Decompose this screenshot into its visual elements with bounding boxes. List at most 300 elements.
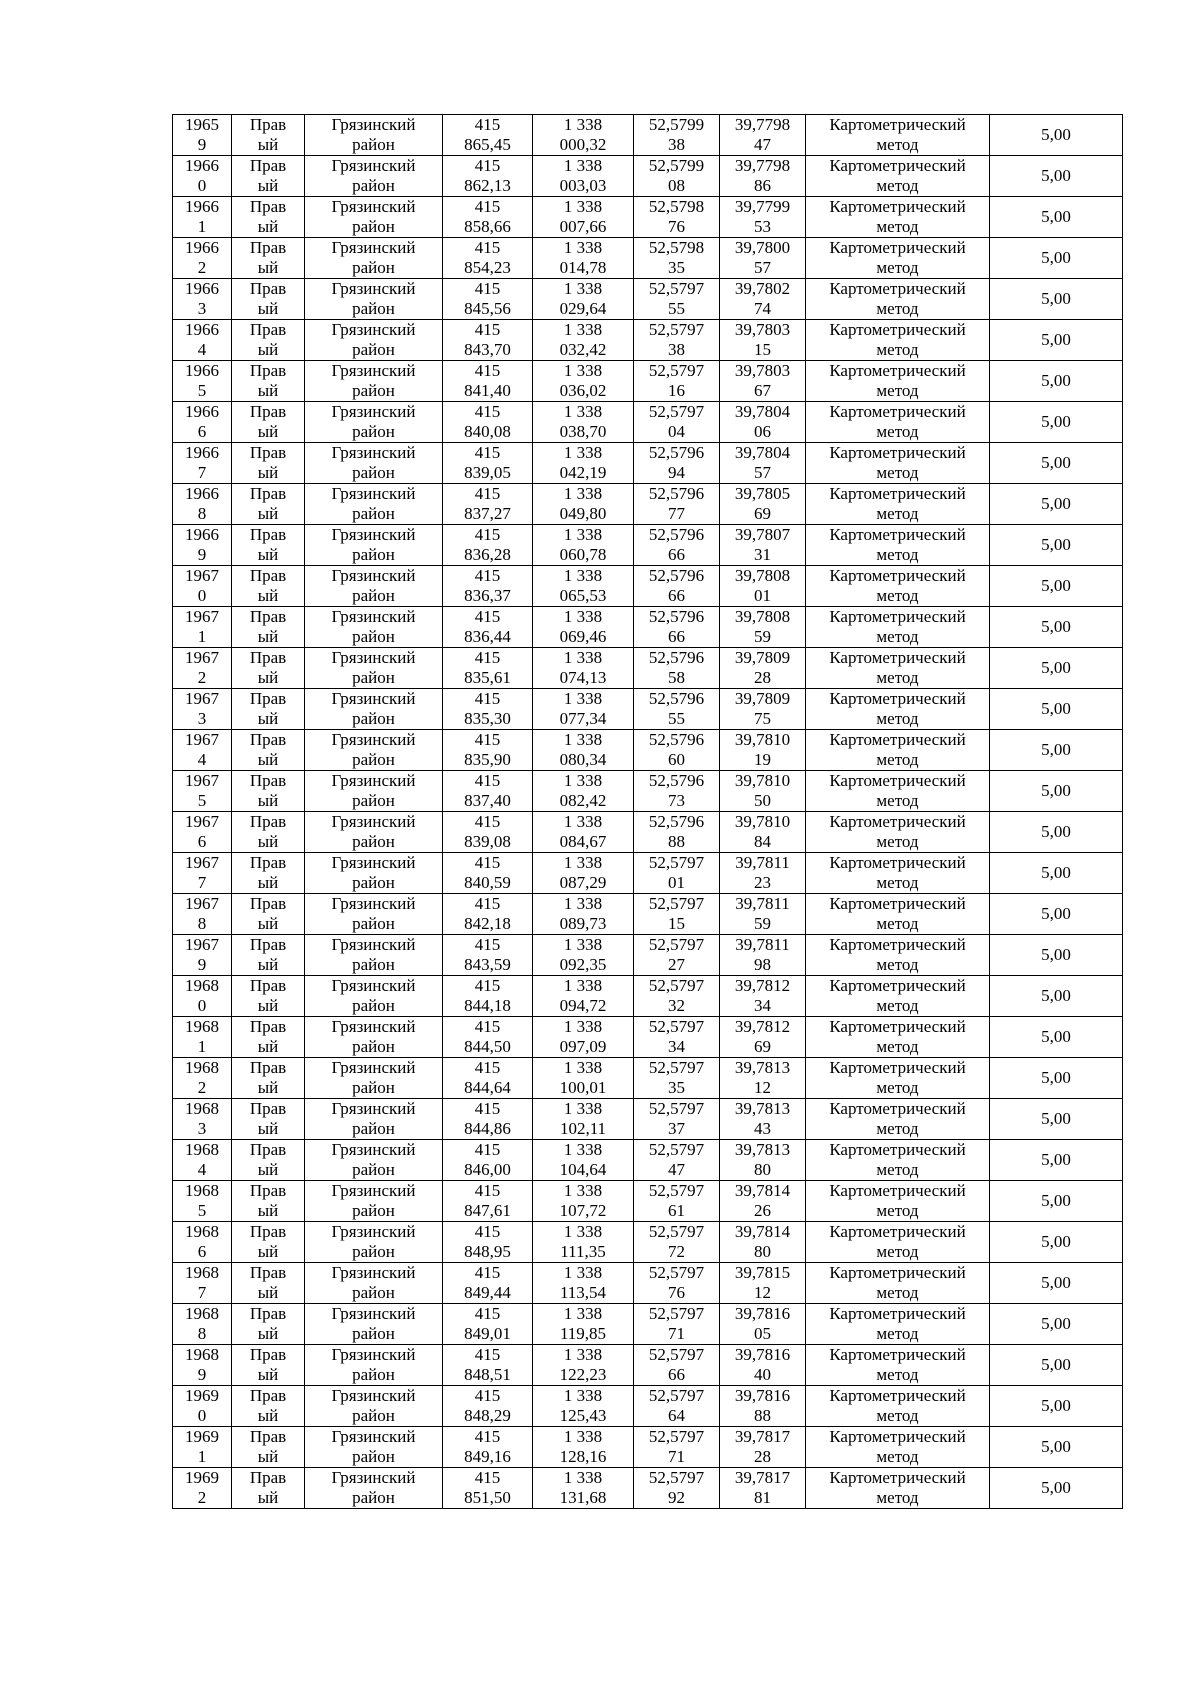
side-line: Прав <box>249 1222 287 1241</box>
point-number-line: 1967 <box>185 566 219 585</box>
coord-x-line: 836,37 <box>464 586 511 605</box>
coord-x-cell <box>443 935 533 976</box>
district-cell <box>305 771 443 812</box>
latitude-line: 60 <box>668 750 685 769</box>
method-cell <box>806 648 990 689</box>
side-line: ый <box>257 832 279 851</box>
district-line: Грязинский <box>331 1345 416 1364</box>
table-row <box>173 812 1123 853</box>
side-line: ый <box>257 709 279 728</box>
district-cell <box>305 1058 443 1099</box>
district-cell <box>305 1222 443 1263</box>
district-line: Грязинский <box>331 976 416 995</box>
longitude-cell <box>720 730 806 771</box>
side-line: Прав <box>249 279 287 298</box>
point-number-cell <box>173 443 232 484</box>
latitude-line: 52,5796 <box>648 648 705 667</box>
point-number-line: 0 <box>197 996 207 1015</box>
table-row <box>173 566 1123 607</box>
latitude-cell <box>634 484 720 525</box>
coord-x-line: 415 <box>474 361 501 380</box>
table-row <box>173 156 1123 197</box>
accuracy-cell: 5,00 <box>990 1468 1123 1509</box>
accuracy-cell: 5,00 <box>990 402 1123 443</box>
accuracy-cell: 5,00 <box>990 156 1123 197</box>
side-line: Прав <box>249 566 287 585</box>
coord-y-line: 1 338 <box>563 320 603 339</box>
point-number-cell <box>173 730 232 771</box>
method-cell <box>806 976 990 1017</box>
coord-y-line: 125,43 <box>559 1406 607 1425</box>
method-line: Картометрический <box>829 484 966 503</box>
accuracy-cell: 5,00 <box>990 525 1123 566</box>
coord-x-line: 415 <box>474 853 501 872</box>
longitude-line: 40 <box>754 1365 771 1384</box>
side-line: ый <box>257 504 279 523</box>
longitude-line: 84 <box>754 832 771 851</box>
latitude-cell <box>634 320 720 361</box>
method-line: Картометрический <box>829 976 966 995</box>
latitude-cell <box>634 853 720 894</box>
latitude-cell <box>634 976 720 1017</box>
longitude-cell <box>720 238 806 279</box>
side-line: Прав <box>249 320 287 339</box>
longitude-line: 88 <box>754 1406 771 1425</box>
coord-x-cell <box>443 320 533 361</box>
coord-y-line: 1 338 <box>563 156 603 175</box>
point-number-cell <box>173 361 232 402</box>
side-line: ый <box>257 627 279 646</box>
coord-x-cell <box>443 566 533 607</box>
coord-x-line: 415 <box>474 1017 501 1036</box>
side-cell <box>232 976 305 1017</box>
coord-x-line: 851,50 <box>464 1488 511 1507</box>
latitude-line: 52,5797 <box>648 361 705 380</box>
side-line: ый <box>257 1201 279 1220</box>
coord-x-line: 848,29 <box>464 1406 511 1425</box>
coord-x-line: 839,05 <box>464 463 511 482</box>
latitude-line: 52,5796 <box>648 443 705 462</box>
longitude-line: 28 <box>754 668 771 687</box>
coord-y-line: 1 338 <box>563 935 603 954</box>
longitude-line: 81 <box>754 1488 771 1507</box>
longitude-line: 23 <box>754 873 771 892</box>
method-line: метод <box>876 1037 919 1056</box>
method-line: метод <box>876 627 919 646</box>
latitude-line: 52,5797 <box>648 1304 705 1323</box>
point-number-line: 0 <box>197 176 207 195</box>
point-number-line: 7 <box>197 463 207 482</box>
side-line: Прав <box>249 1058 287 1077</box>
district-line: район <box>352 299 395 318</box>
method-cell <box>806 525 990 566</box>
coord-y-cell <box>533 935 634 976</box>
coord-y-cell <box>533 1058 634 1099</box>
side-line: ый <box>257 1406 279 1425</box>
point-number-line: 7 <box>197 1283 207 1302</box>
point-number-cell <box>173 238 232 279</box>
longitude-line: 39,7808 <box>734 566 791 585</box>
longitude-cell <box>720 853 806 894</box>
method-cell <box>806 115 990 156</box>
coord-x-cell <box>443 238 533 279</box>
coord-x-line: 415 <box>474 1099 501 1118</box>
longitude-line: 39,7810 <box>734 771 791 790</box>
coord-y-line: 111,35 <box>560 1242 606 1261</box>
coord-x-cell <box>443 1345 533 1386</box>
method-cell <box>806 1304 990 1345</box>
coord-y-line: 102,11 <box>559 1119 607 1138</box>
point-number-line: 1968 <box>185 1181 219 1200</box>
coord-x-line: 836,28 <box>464 545 511 564</box>
coord-x-line: 843,70 <box>464 340 511 359</box>
longitude-line: 39,7810 <box>734 730 791 749</box>
accuracy-cell: 5,00 <box>990 279 1123 320</box>
method-line: Картометрический <box>829 812 966 831</box>
district-line: Грязинский <box>331 853 416 872</box>
coord-x-cell <box>443 1181 533 1222</box>
side-cell <box>232 361 305 402</box>
method-cell <box>806 320 990 361</box>
method-cell <box>806 771 990 812</box>
side-line: Прав <box>249 1427 287 1446</box>
coord-y-line: 097,09 <box>559 1037 607 1056</box>
latitude-line: 52,5797 <box>648 1181 705 1200</box>
district-line: район <box>352 1365 395 1384</box>
district-cell <box>305 402 443 443</box>
longitude-line: 39,7817 <box>734 1468 791 1487</box>
method-line: метод <box>876 1283 919 1302</box>
method-cell <box>806 1263 990 1304</box>
longitude-cell <box>720 1140 806 1181</box>
latitude-line: 47 <box>668 1160 685 1179</box>
point-number-line: 6 <box>197 422 207 441</box>
latitude-line: 52,5798 <box>648 197 705 216</box>
coord-y-cell <box>533 197 634 238</box>
point-number-line: 1968 <box>185 1263 219 1282</box>
coord-x-line: 415 <box>474 566 501 585</box>
longitude-cell <box>720 1304 806 1345</box>
longitude-line: 39,7811 <box>735 853 790 872</box>
coord-x-line: 415 <box>474 1222 501 1241</box>
method-line: метод <box>876 914 919 933</box>
longitude-line: 74 <box>754 299 771 318</box>
table-row <box>173 1468 1123 1509</box>
accuracy-cell: 5,00 <box>990 730 1123 771</box>
table-row <box>173 689 1123 730</box>
district-cell <box>305 894 443 935</box>
longitude-line: 12 <box>754 1078 771 1097</box>
district-line: Грязинский <box>331 1181 416 1200</box>
accuracy-cell: 5,00 <box>990 361 1123 402</box>
coord-y-line: 131,68 <box>559 1488 607 1507</box>
point-number-line: 9 <box>197 135 207 154</box>
district-line: район <box>352 217 395 236</box>
accuracy-cell: 5,00 <box>990 1181 1123 1222</box>
latitude-line: 52,5797 <box>648 894 705 913</box>
district-line: район <box>352 873 395 892</box>
district-cell <box>305 197 443 238</box>
method-line: метод <box>876 709 919 728</box>
coord-x-line: 415 <box>474 1304 501 1323</box>
point-number-line: 5 <box>197 1201 207 1220</box>
table-row <box>173 279 1123 320</box>
accuracy-cell: 5,00 <box>990 1140 1123 1181</box>
side-cell <box>232 1017 305 1058</box>
coord-y-line: 087,29 <box>559 873 607 892</box>
coord-x-cell <box>443 730 533 771</box>
district-line: район <box>352 176 395 195</box>
side-line: Прав <box>249 402 287 421</box>
method-line: метод <box>876 1488 919 1507</box>
longitude-line: 39,7812 <box>734 976 791 995</box>
latitude-line: 52,5797 <box>648 1427 705 1446</box>
coord-y-cell <box>533 1304 634 1345</box>
point-number-line: 1965 <box>185 115 219 134</box>
point-number-line: 2 <box>197 258 207 277</box>
district-cell <box>305 115 443 156</box>
method-cell <box>806 566 990 607</box>
coord-y-line: 069,46 <box>559 627 607 646</box>
longitude-line: 80 <box>754 1160 771 1179</box>
coord-y-line: 1 338 <box>563 1017 603 1036</box>
longitude-cell <box>720 566 806 607</box>
method-line: метод <box>876 750 919 769</box>
coord-x-cell <box>443 1222 533 1263</box>
longitude-cell <box>720 771 806 812</box>
longitude-line: 39,7813 <box>734 1058 791 1077</box>
longitude-line: 53 <box>754 217 771 236</box>
coord-y-line: 1 338 <box>563 1263 603 1282</box>
method-line: Картометрический <box>829 1140 966 1159</box>
district-line: Грязинский <box>331 1468 416 1487</box>
coord-x-line: 415 <box>474 443 501 462</box>
method-line: Картометрический <box>829 853 966 872</box>
method-line: метод <box>876 668 919 687</box>
side-cell <box>232 566 305 607</box>
table-row <box>173 771 1123 812</box>
district-line: район <box>352 504 395 523</box>
district-cell <box>305 648 443 689</box>
point-number-cell <box>173 1263 232 1304</box>
latitude-line: 01 <box>668 873 685 892</box>
point-number-line: 9 <box>197 955 207 974</box>
longitude-line: 39,7809 <box>734 689 791 708</box>
coord-y-line: 1 338 <box>563 1468 603 1487</box>
side-cell <box>232 730 305 771</box>
table-row <box>173 484 1123 525</box>
coord-y-line: 1 338 <box>563 115 603 134</box>
coord-y-line: 1 338 <box>563 853 603 872</box>
latitude-cell <box>634 1017 720 1058</box>
coord-y-cell <box>533 648 634 689</box>
district-line: район <box>352 914 395 933</box>
method-line: Картометрический <box>829 1304 966 1323</box>
table-row <box>173 1099 1123 1140</box>
method-cell <box>806 894 990 935</box>
coord-y-line: 077,34 <box>559 709 607 728</box>
coord-y-line: 1 338 <box>563 279 603 298</box>
method-cell <box>806 1427 990 1468</box>
point-number-line: 2 <box>197 1078 207 1097</box>
coord-x-line: 415 <box>474 730 501 749</box>
side-cell <box>232 320 305 361</box>
point-number-line: 1969 <box>185 1468 219 1487</box>
latitude-line: 76 <box>668 1283 685 1302</box>
latitude-line: 66 <box>668 1365 685 1384</box>
side-line: ый <box>257 176 279 195</box>
point-number-line: 1967 <box>185 607 219 626</box>
coord-y-line: 1 338 <box>563 689 603 708</box>
longitude-line: 39,7814 <box>734 1181 791 1200</box>
side-line: ый <box>257 545 279 564</box>
district-cell <box>305 730 443 771</box>
district-line: Грязинский <box>331 607 416 626</box>
point-number-line: 1 <box>197 1037 207 1056</box>
coord-x-line: 844,64 <box>464 1078 511 1097</box>
longitude-line: 50 <box>754 791 771 810</box>
table-row <box>173 730 1123 771</box>
latitude-line: 35 <box>668 1078 685 1097</box>
point-number-line: 1968 <box>185 1345 219 1364</box>
table-row <box>173 1140 1123 1181</box>
longitude-cell <box>720 484 806 525</box>
point-number-line: 4 <box>197 1160 207 1179</box>
side-cell <box>232 402 305 443</box>
coordinates-table <box>172 114 1123 1509</box>
latitude-line: 52,5796 <box>648 771 705 790</box>
coord-y-cell <box>533 853 634 894</box>
longitude-line: 34 <box>754 996 771 1015</box>
point-number-cell <box>173 1468 232 1509</box>
coord-x-line: 415 <box>474 607 501 626</box>
coord-y-line: 1 338 <box>563 1099 603 1118</box>
coord-x-line: 415 <box>474 320 501 339</box>
point-number-line: 1969 <box>185 1427 219 1446</box>
district-line: район <box>352 1242 395 1261</box>
accuracy-cell: 5,00 <box>990 935 1123 976</box>
point-number-line: 1967 <box>185 648 219 667</box>
side-cell <box>232 525 305 566</box>
longitude-line: 39,7804 <box>734 402 791 421</box>
district-line: Грязинский <box>331 1222 416 1241</box>
coord-y-cell <box>533 525 634 566</box>
point-number-cell <box>173 1427 232 1468</box>
side-line: ый <box>257 586 279 605</box>
coord-y-line: 1 338 <box>563 443 603 462</box>
method-line: Картометрический <box>829 566 966 585</box>
point-number-line: 1966 <box>185 361 219 380</box>
coord-y-line: 1 338 <box>563 1304 603 1323</box>
longitude-line: 80 <box>754 1242 771 1261</box>
coord-x-line: 415 <box>474 771 501 790</box>
side-line: ый <box>257 1488 279 1507</box>
coord-x-line: 415 <box>474 1345 501 1364</box>
method-line: Картометрический <box>829 1058 966 1077</box>
point-number-line: 1966 <box>185 525 219 544</box>
point-number-line: 3 <box>197 709 207 728</box>
longitude-line: 39,7798 <box>734 156 791 175</box>
coord-y-line: 1 338 <box>563 812 603 831</box>
latitude-line: 52,5797 <box>648 1058 705 1077</box>
coord-y-line: 1 338 <box>563 894 603 913</box>
latitude-cell <box>634 156 720 197</box>
coord-x-cell <box>443 607 533 648</box>
district-line: район <box>352 832 395 851</box>
point-number-cell <box>173 935 232 976</box>
coord-x-cell <box>443 1386 533 1427</box>
latitude-line: 88 <box>668 832 685 851</box>
side-cell <box>232 156 305 197</box>
district-line: район <box>352 1037 395 1056</box>
method-line: Картометрический <box>829 279 966 298</box>
method-line: метод <box>876 791 919 810</box>
coord-x-line: 844,50 <box>464 1037 511 1056</box>
method-line: Картометрический <box>829 1468 966 1487</box>
coord-y-cell <box>533 730 634 771</box>
coord-y-line: 092,35 <box>559 955 607 974</box>
coord-y-line: 036,02 <box>559 381 607 400</box>
coord-y-line: 1 338 <box>563 648 603 667</box>
coord-x-cell <box>443 1304 533 1345</box>
latitude-line: 52,5799 <box>648 115 705 134</box>
point-number-line: 1966 <box>185 320 219 339</box>
district-line: Грязинский <box>331 1099 416 1118</box>
point-number-cell <box>173 1222 232 1263</box>
district-line: район <box>352 709 395 728</box>
side-line: ый <box>257 299 279 318</box>
latitude-line: 66 <box>668 586 685 605</box>
coord-y-line: 1 338 <box>563 1222 603 1241</box>
coord-y-line: 007,66 <box>559 217 607 236</box>
side-cell <box>232 484 305 525</box>
point-number-line: 1 <box>197 1447 207 1466</box>
district-cell <box>305 1304 443 1345</box>
coord-y-line: 1 338 <box>563 525 603 544</box>
longitude-line: 39,7816 <box>734 1304 791 1323</box>
method-cell <box>806 1017 990 1058</box>
district-line: Грязинский <box>331 484 416 503</box>
district-line: район <box>352 1119 395 1138</box>
coord-y-cell <box>533 1263 634 1304</box>
coord-y-line: 049,80 <box>559 504 607 523</box>
side-line: Прав <box>249 1468 287 1487</box>
longitude-cell <box>720 812 806 853</box>
coord-y-line: 107,72 <box>559 1201 607 1220</box>
side-line: ый <box>257 422 279 441</box>
coord-x-line: 835,61 <box>464 668 511 687</box>
latitude-cell <box>634 197 720 238</box>
method-line: Картометрический <box>829 238 966 257</box>
point-number-line: 1968 <box>185 1304 219 1323</box>
latitude-line: 37 <box>668 1119 685 1138</box>
point-number-cell <box>173 402 232 443</box>
district-cell <box>305 1181 443 1222</box>
longitude-line: 39,7816 <box>734 1345 791 1364</box>
method-line: Картометрический <box>829 1427 966 1446</box>
latitude-line: 52,5797 <box>648 1345 705 1364</box>
coord-y-line: 1 338 <box>563 1058 603 1077</box>
side-line: ый <box>257 1283 279 1302</box>
side-line: Прав <box>249 156 287 175</box>
point-number-line: 1968 <box>185 1099 219 1118</box>
district-line: Грязинский <box>331 689 416 708</box>
method-cell <box>806 1468 990 1509</box>
side-cell <box>232 1468 305 1509</box>
latitude-line: 52,5797 <box>648 1263 705 1282</box>
coord-y-line: 1 338 <box>563 361 603 380</box>
latitude-cell <box>634 443 720 484</box>
